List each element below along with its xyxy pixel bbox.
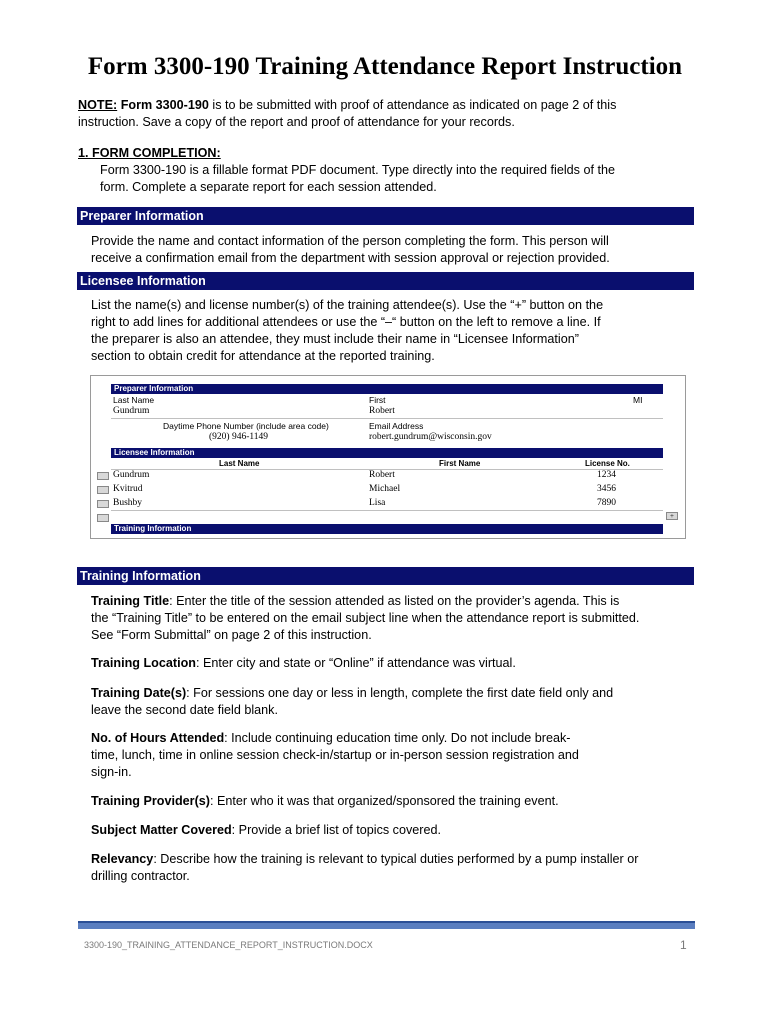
training-title-text1: : Enter the title of the session attended as listed on the provider’s agenda. This is — [169, 594, 620, 608]
form-completion-section — [78, 145, 615, 196]
subject-matter-item — [91, 822, 441, 839]
remove-row-button — [97, 514, 109, 522]
form-row-last: Kvitrud — [113, 484, 143, 494]
form-last-name-label: Last Name — [113, 395, 155, 405]
form-mi-label: MI — [633, 395, 643, 405]
form-last-name-value: Gundrum — [113, 406, 150, 416]
form-completion-line1: Form 3300-190 is a fillable format PDF document. Type directly into the required fields of the — [100, 163, 615, 177]
form-example-image — [90, 375, 686, 539]
training-dates-item — [91, 685, 613, 719]
footer-filename: 3300-190_TRAINING_ATTENDANCE_REPORT_INSTRUCTION.DOCX — [84, 940, 373, 950]
note-form-ref: Form 3300-190 — [120, 98, 209, 112]
note-line2: instruction. Save a copy of the report and proof of attendance for your records. — [78, 115, 515, 129]
form-row-first: Robert — [369, 470, 395, 480]
relevancy-label: Relevancy — [91, 852, 154, 866]
licensee-line1: List the name(s) and license number(s) of the training attendee(s). Use the “+” button on the — [91, 298, 604, 312]
form-training-bar: Training Information — [111, 524, 663, 534]
training-title-text2: the “Training Title” to be entered on the email subject line when the attendance report is submitted. — [91, 611, 640, 625]
training-dates-label: Training Date(s) — [91, 686, 187, 700]
training-dates-text2: leave the second date field blank. — [91, 703, 278, 717]
preparer-line1: Provide the name and contact information of the person completing the form. This person will — [91, 234, 609, 248]
preparer-line2: receive a confirmation email from the department with session approval or rejection provided. — [91, 251, 610, 265]
hours-attended-text3: sign-in. — [91, 765, 132, 779]
hours-attended-text1: : Include continuing education time only. Do not include break- — [224, 731, 571, 745]
form-row-license: 7890 — [597, 498, 616, 508]
form-completion-heading: 1. FORM COMPLETION: — [78, 146, 221, 160]
form-row-first: Lisa — [369, 498, 386, 508]
training-provider-label: Training Provider(s) — [91, 794, 210, 808]
training-provider-text: : Enter who it was that organized/sponsored the training event. — [209, 794, 559, 808]
form-row-license: 1234 — [597, 470, 616, 480]
form-phone-label: Daytime Phone Number (include area code) — [163, 421, 329, 431]
note-label: NOTE: — [78, 98, 118, 112]
training-dates-text1: : For sessions one day or less in length, complete the first date field only and — [186, 686, 614, 700]
training-title-text3: See “Form Submittal” on page 2 of this instruction. — [91, 628, 372, 642]
licensee-info-text — [91, 297, 603, 365]
training-provider-item — [91, 793, 559, 810]
footer-rule-top — [78, 921, 695, 923]
form-preparer-bar: Preparer Information — [111, 384, 663, 394]
form-col-license: License No. — [585, 459, 630, 468]
add-row-button: + — [666, 512, 678, 520]
hours-attended-text2: time, lunch, time in online session check-in/startup or in-person session registration and — [91, 748, 579, 762]
form-row-last: Bushby — [113, 498, 143, 508]
training-location-text: : Enter city and state or “Online” if attendance was virtual. — [195, 656, 516, 670]
remove-row-button — [97, 486, 109, 494]
relevancy-item — [91, 851, 638, 885]
form-first-label: First — [369, 395, 386, 405]
training-location-label: Training Location — [91, 656, 196, 670]
relevancy-text1: : Describe how the training is relevant to typical duties performed by a pump installer or — [153, 852, 639, 866]
form-email-value: robert.gundrum@wisconsin.gov — [369, 432, 492, 442]
form-first-name-value: Robert — [369, 406, 395, 416]
form-divider — [111, 418, 663, 419]
form-completion-line2: form. Complete a separate report for each session attended. — [100, 180, 437, 194]
form-row-first: Michael — [369, 484, 401, 494]
page-title: Form 3300-190 Training Attendance Report Instruction — [87, 53, 683, 80]
training-location-item — [91, 655, 516, 672]
training-info-bar: Training Information — [77, 567, 694, 585]
hours-attended-label: No. of Hours Attended — [91, 731, 225, 745]
note-paragraph — [78, 97, 616, 131]
hours-attended-item — [91, 730, 579, 781]
preparer-info-text — [91, 233, 610, 267]
training-title-item — [91, 593, 639, 644]
form-licensee-bar: Licensee Information — [111, 448, 663, 458]
licensee-line3: the preparer is also an attendee, they must include their name in “Licensee Information” — [91, 332, 579, 346]
subject-matter-label: Subject Matter Covered — [91, 823, 232, 837]
licensee-info-bar: Licensee Information — [77, 272, 694, 290]
remove-row-button — [97, 500, 109, 508]
form-phone-value: (920) 946-1149 — [209, 432, 269, 442]
form-col-last: Last Name — [219, 459, 260, 468]
form-row-license: 3456 — [597, 484, 616, 494]
footer-page-number: 1 — [680, 938, 687, 952]
note-line1: is to be submitted with proof of attendance as indicated on page 2 of this — [208, 98, 617, 112]
preparer-info-bar: Preparer Information — [77, 207, 694, 225]
form-email-label: Email Address — [369, 421, 424, 431]
training-title-label: Training Title — [91, 594, 170, 608]
licensee-line4: section to obtain credit for attendance at the reported training. — [91, 349, 435, 363]
form-col-first: First Name — [439, 459, 481, 468]
remove-row-button — [97, 472, 109, 480]
relevancy-text2: drilling contractor. — [91, 869, 190, 883]
licensee-line2: right to add lines for additional attendees or use the “–“ button on the left to remove a line. If — [91, 315, 601, 329]
form-divider — [111, 510, 663, 511]
subject-matter-text: : Provide a brief list of topics covered. — [231, 823, 441, 837]
form-row-last: Gundrum — [113, 470, 150, 480]
